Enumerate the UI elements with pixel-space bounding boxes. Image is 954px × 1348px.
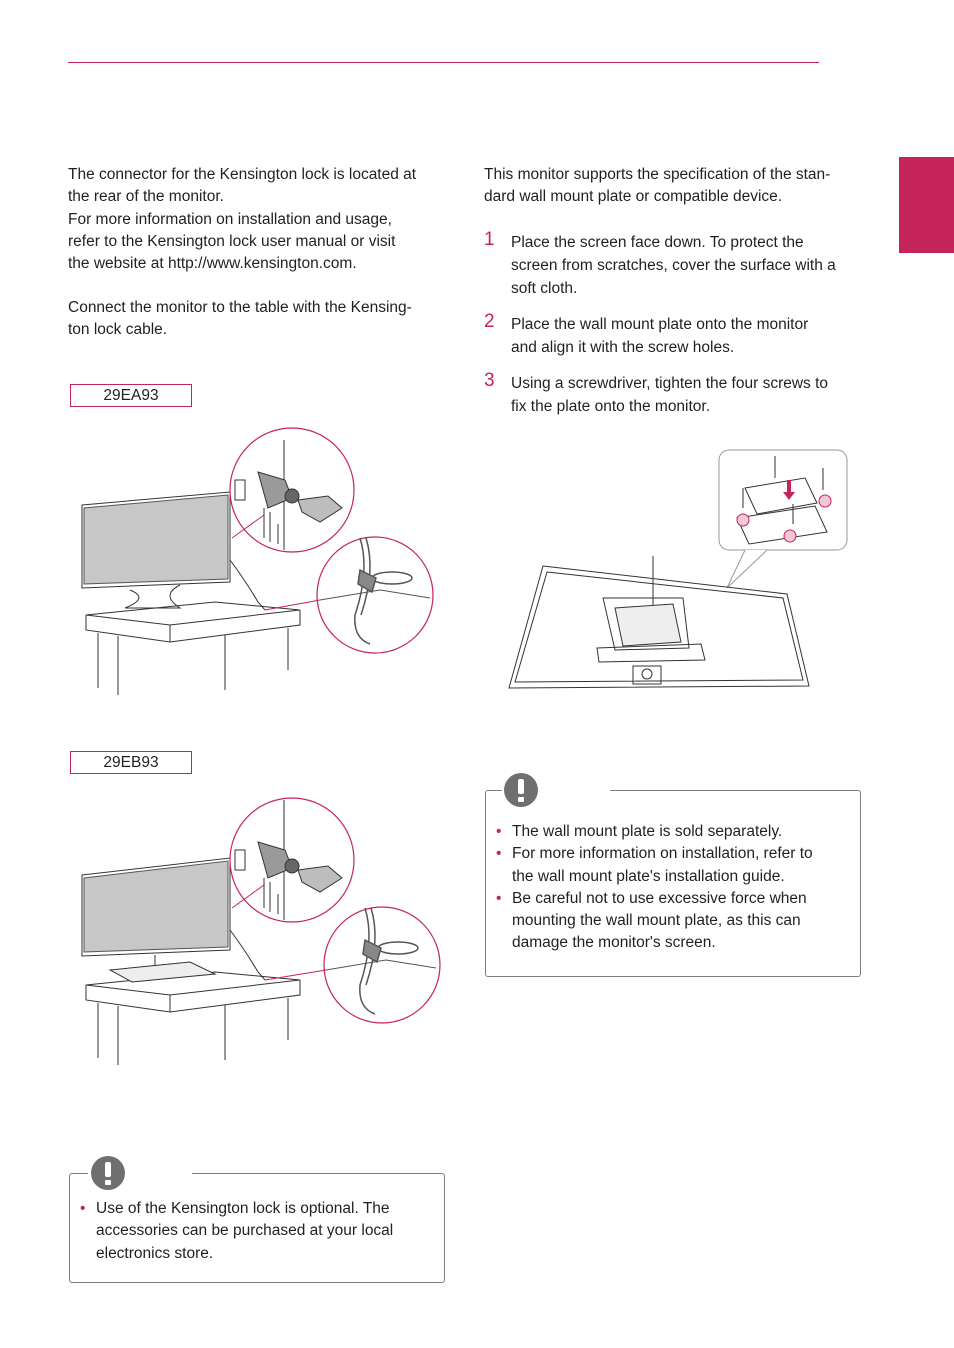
note-item — [496, 888, 851, 955]
kensington-intro-line: For more information on installation and usage, — [68, 210, 392, 228]
step-number: 1 — [484, 229, 495, 250]
note-item — [80, 1198, 430, 1265]
note-line: Be careful not to use excessive force when — [512, 889, 807, 907]
model-label-29eb93: 29EB93 — [70, 751, 192, 774]
kensington-url-line: the website at http://www.kensington.com. — [68, 255, 357, 273]
wall-mount-note-list — [496, 821, 851, 955]
kensington-illustration-29ea93 — [70, 420, 440, 700]
step-line: Place the screen face down. To protect the — [511, 234, 804, 251]
wall-mount-illustration — [505, 448, 855, 718]
step-2 — [484, 313, 864, 359]
kensington-illustration-29eb93 — [70, 790, 440, 1070]
step-1 — [484, 231, 864, 301]
step-text — [511, 313, 866, 359]
step-text — [511, 231, 866, 300]
kensington-intro-line: refer to the Kensington lock user manual or visit — [68, 232, 396, 250]
bullet-icon: • — [496, 823, 502, 840]
step-number: 3 — [484, 370, 495, 391]
step-text — [511, 372, 866, 418]
wall-mount-intro-line: This monitor supports the specification of the stan- — [484, 166, 831, 183]
note-line: the wall mount plate's installation guide. — [512, 867, 785, 885]
note-item — [496, 821, 851, 843]
note-exclamation-icon — [91, 1156, 125, 1190]
kensington-intro-line: the rear of the monitor. — [68, 188, 224, 206]
step-3 — [484, 372, 864, 418]
connect-instruction-line: ton lock cable. — [68, 321, 168, 339]
note-line: The wall mount plate is sold separately. — [512, 823, 783, 840]
header-rule — [68, 62, 819, 63]
note-line: damage the monitor's screen. — [512, 934, 716, 952]
step-line: Place the wall mount plate onto the monitor — [511, 316, 809, 333]
step-line: fix the plate onto the monitor. — [511, 398, 711, 415]
wall-mount-intro-line: dard wall mount plate or compatible device. — [484, 188, 783, 206]
kensington-intro-line: The connector for the Kensington lock is located at — [68, 166, 417, 183]
step-line: Using a screwdriver, tighten the four screws to — [511, 375, 829, 392]
bullet-icon: • — [80, 1200, 86, 1217]
note-line: For more information on installation, refer to — [512, 845, 813, 863]
wall-mount-note-box — [485, 790, 861, 977]
note-exclamation-icon — [504, 773, 538, 807]
note-line: accessories can be purchased at your local — [96, 1222, 394, 1240]
note-line: Use of the Kensington lock is optional. The — [96, 1200, 390, 1217]
bullet-icon: • — [496, 889, 502, 907]
note-line: mounting the wall mount plate, as this can — [512, 912, 801, 930]
language-tab — [899, 157, 954, 253]
kensington-note-list — [80, 1198, 430, 1265]
note-item — [496, 843, 851, 888]
step-line: soft cloth. — [511, 280, 578, 297]
step-line: and align it with the screw holes. — [511, 339, 735, 356]
step-line: screen from scratches, cover the surface with a — [511, 257, 836, 274]
kensington-intro — [68, 164, 448, 275]
kensington-note-box — [69, 1173, 445, 1283]
wall-mount-intro — [484, 164, 874, 209]
note-line: electronics store. — [96, 1244, 214, 1262]
bullet-icon: • — [496, 845, 502, 863]
step-number: 2 — [484, 311, 495, 332]
connect-instruction — [68, 297, 448, 342]
model-label-29ea93: 29EA93 — [70, 384, 192, 407]
connect-instruction-line: Connect the monitor to the table with the Kensing- — [68, 299, 412, 316]
